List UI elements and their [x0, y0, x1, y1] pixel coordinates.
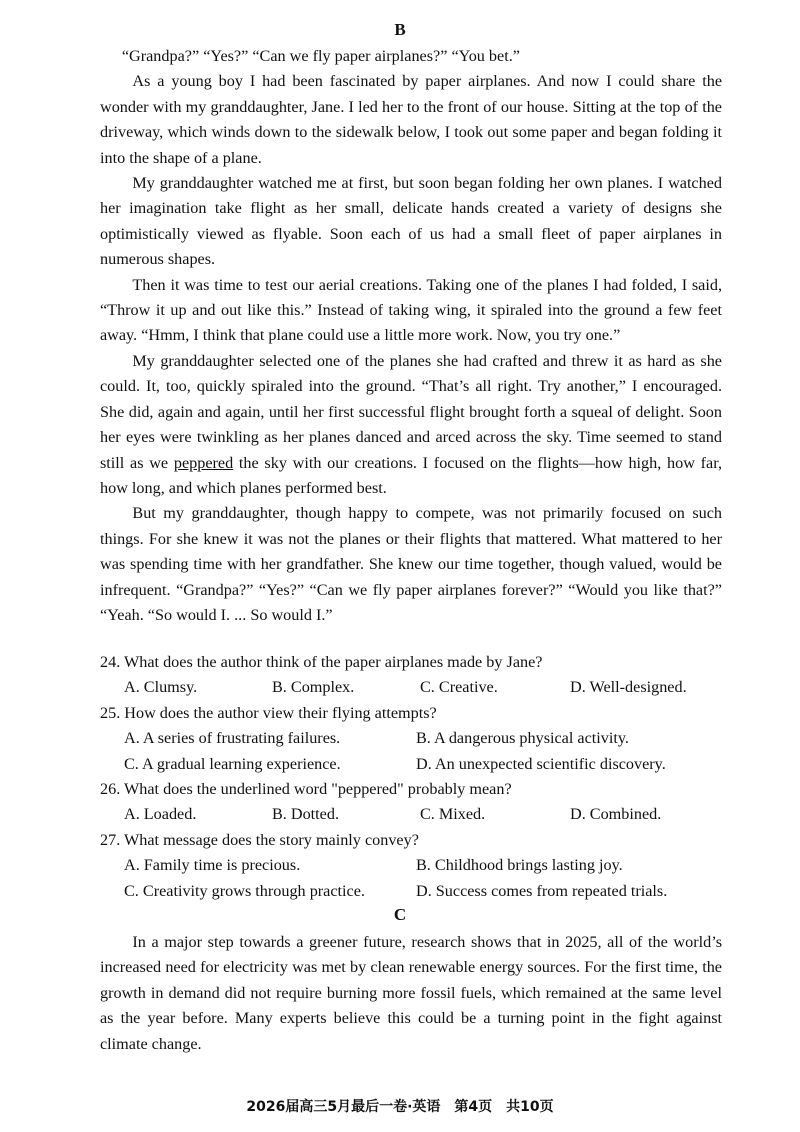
option-b: B. Complex.: [272, 678, 355, 697]
passage-b-paragraph: Then it was time to test our aerial creations. Taking one of the planes I had folded, I said, “Throw it up and out like this.” Instead of taking wing, it spiraled into the ground a few feet away. “Hmm, I think that plane could use a little more work. Now, you try one.”: [100, 275, 722, 345]
question-stem: 26. What does the underlined word "peppered" probably mean?: [100, 780, 512, 799]
passage-b: [100, 44, 722, 628]
option-c: C. Mixed.: [420, 805, 486, 824]
option-b: B. A dangerous physical activity.: [416, 729, 629, 748]
options-row: [100, 802, 722, 827]
options-row: [100, 853, 722, 878]
options-row: [100, 752, 722, 777]
options-row: [100, 726, 722, 751]
passage-b-paragraph: As a young boy I had been fascinated by paper airplanes. And now I could share the wonder with my granddaughter, Jane. I led her to the front of our house. Sitting at the top of the driveway, which winds down to the sidewalk below, I took out some paper and began folding it into the shape of a plane.: [100, 72, 722, 167]
paragraph-text: My granddaughter selected one of the planes she had crafted and threw it as hard as she could. It, too, quickly spiraled into the ground. “That’s all right. Try another,” I encouraged. She did, again and again, until her first successful flight brought forth a squeal of delight. Soon her eyes were twinkling as her planes danced and arced across the sky. Time seemed to stand still as we: [100, 351, 722, 472]
option-c: C. A gradual learning experience.: [124, 754, 341, 773]
passage-c-paragraph: In a major step towards a greener future, research shows that in 2025, all of the world’s increased need for electricity was met by clean renewable energy sources. For the first time, the growth in demand did not require burning more fossil fuels, which remained at the same level as the year before. Many experts believe this could be a turning point in the fight against climate change.: [100, 933, 722, 1053]
passage-b-paragraph: [100, 349, 722, 501]
option-c: C. Creativity grows through practice.: [124, 881, 365, 900]
option-a: A. Family time is precious.: [124, 856, 301, 875]
options-row: [100, 675, 722, 700]
option-d: D. Success comes from repeated trials.: [416, 881, 668, 900]
section-b-heading: B: [394, 20, 406, 39]
paragraph-text: the sky with our creations. I focused on the flights—how high, how far, how long, and which planes performed best.: [100, 453, 722, 497]
section-c-heading: C: [393, 905, 407, 924]
option-a: A. Loaded.: [124, 805, 197, 824]
option-b: B. Childhood brings lasting joy.: [416, 856, 623, 875]
passage-c: [100, 930, 722, 1057]
question-stem: 24. What does the author think of the paper airplanes made by Jane?: [100, 653, 543, 671]
option-d: D. Well-designed.: [570, 678, 687, 697]
question-list: [100, 650, 722, 904]
passage-b-paragraph: “Grandpa?” “Yes?” “Can we fly paper airplanes?” “You bet.”: [121, 47, 520, 65]
option-c: C. Creative.: [420, 678, 498, 697]
options-row: [100, 879, 722, 904]
page-footer: 2026届高三5月最后一卷·英语 第4页 共10页: [246, 1099, 554, 1115]
option-a: A. Clumsy.: [124, 678, 198, 697]
question-stem: 25. How does the author view their flying attempts?: [100, 703, 437, 722]
passage-b-paragraph: But my granddaughter, though happy to compete, was not primarily focused on such things. For she knew it was not the planes or their flights that mattered. What mattered to her was spending time with her grandfather. She knew our time together, though valued, would be infrequent. “Grandpa?” “Yes?” “Can we fly paper airplanes forever?” “Would you like that?” “Yeah. “So would I. ... So would I.”: [100, 504, 722, 624]
option-b: B. Dotted.: [272, 805, 339, 824]
passage-b-paragraph: My granddaughter watched me at first, but soon began folding her own planes. I watched her imagination take flight as her small, delicate hands created a variety of designs she optimistically viewed as flyable. Soon each of us had a small fleet of paper airplanes in numerous shapes.: [100, 174, 722, 269]
underlined-word: peppered: [173, 453, 234, 472]
option-d: D. Combined.: [570, 805, 662, 824]
option-a: A. A series of frustrating failures.: [124, 729, 341, 748]
option-d: D. An unexpected scientific discovery.: [416, 754, 666, 773]
question-stem: 27. What message does the story mainly convey?: [100, 830, 419, 849]
